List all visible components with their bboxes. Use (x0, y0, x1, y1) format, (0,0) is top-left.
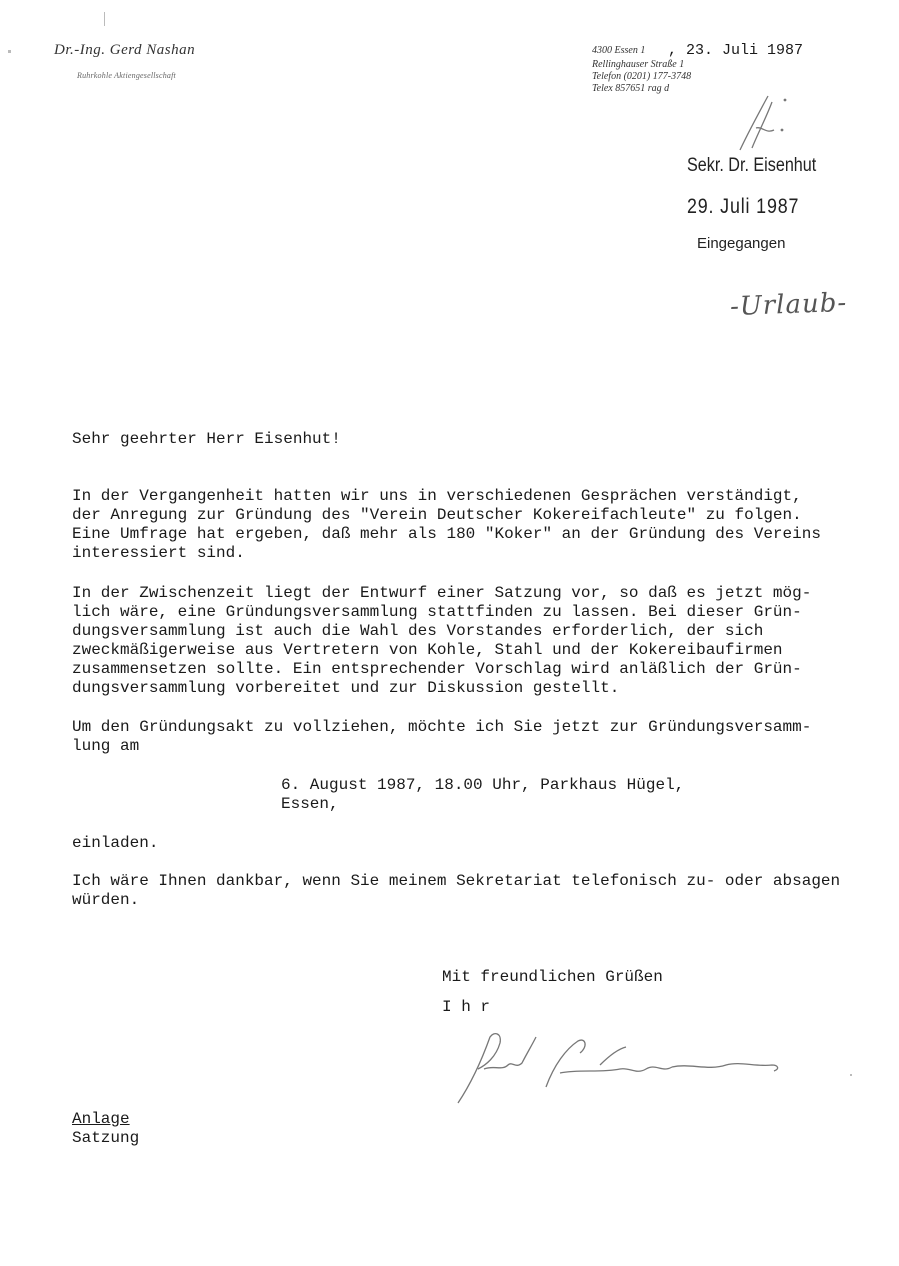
paragraph2-line1: In der Zwischenzeit liegt der Entwurf einer Satzung vor, so daß es jetzt mög- (72, 584, 812, 602)
dateline-date-text: 23. Juli 1987 (686, 42, 804, 59)
paragraph1-line4: interessiert sind. (72, 544, 245, 562)
dateline-date (668, 42, 803, 59)
scan-mark (104, 12, 105, 26)
paragraph2-line5: zusammensetzen sollte. Ein entsprechender Vorschlag wird anläßlich der Grün- (72, 660, 802, 678)
dateline-place: 4300 Essen 1 (592, 45, 646, 56)
address-telex: Telex 857651 rag d (592, 83, 670, 94)
event-line1: 6. August 1987, 18.00 Uhr, Parkhaus Hügel, (281, 776, 685, 794)
address-street: Rellinghauser Straße 1 (592, 59, 685, 70)
paragraph3-line2: lung am (72, 737, 140, 755)
closing-ihr: I h r (442, 998, 491, 1016)
handwritten-initials-mark (730, 88, 800, 158)
handwritten-note: -Urlaub- (729, 287, 848, 323)
stamp-date: 29. Juli 1987 (687, 195, 800, 218)
stamp-recipient: Sekr. Dr. Eisenhut (687, 155, 817, 176)
enclosure-label: Anlage (72, 1110, 130, 1128)
enclosure-item: Satzung (72, 1129, 140, 1147)
paragraph2-line3: dungsversammlung ist auch die Wahl des Vorstandes erforderlich, der sich (72, 622, 764, 640)
scan-speck (850, 1074, 852, 1076)
event-line2: Essen, (281, 795, 339, 813)
scan-speck (8, 50, 11, 53)
dateline-separator: , (668, 42, 678, 59)
paragraph4-line2: würden. (72, 891, 140, 909)
paragraph1-line2: der Anregung zur Gründung des "Verein Deutscher Kokereifachleute" zu folgen. (72, 506, 802, 524)
paragraph3-line1: Um den Gründungsakt zu vollziehen, möchte ich Sie jetzt zur Gründungsversamm- (72, 718, 812, 736)
salutation: Sehr geehrter Herr Eisenhut! (72, 430, 341, 448)
letterhead-company: Ruhrkohle Aktiengesellschaft (77, 71, 176, 80)
paragraph1-line3: Eine Umfrage hat ergeben, daß mehr als 180 "Koker" an der Gründung des Vereins (72, 525, 821, 543)
stamp-label: Eingegangen (697, 235, 786, 252)
paragraph2-line4: zweckmäßigerweise aus Vertretern von Kohle, Stahl und der Kokereibaufirmen (72, 641, 783, 659)
invite-line: einladen. (72, 834, 159, 852)
letterhead-name: Dr.-Ing. Gerd Nashan (54, 42, 196, 58)
paragraph2-line2: lich wäre, eine Gründungsversammlung stattfinden zu lassen. Bei dieser Grün- (72, 603, 802, 621)
signature (450, 1025, 790, 1110)
paragraph2-line6: dungsversammlung vorbereitet und zur Diskussion gestellt. (72, 679, 620, 697)
address-phone: Telefon (0201) 177-3748 (592, 71, 692, 82)
closing: Mit freundlichen Grüßen (442, 968, 663, 986)
paragraph4-line1: Ich wäre Ihnen dankbar, wenn Sie meinem Sekretariat telefonisch zu- oder absagen (72, 872, 841, 890)
paragraph1-line1: In der Vergangenheit hatten wir uns in verschiedenen Gesprächen verständigt, (72, 487, 802, 505)
